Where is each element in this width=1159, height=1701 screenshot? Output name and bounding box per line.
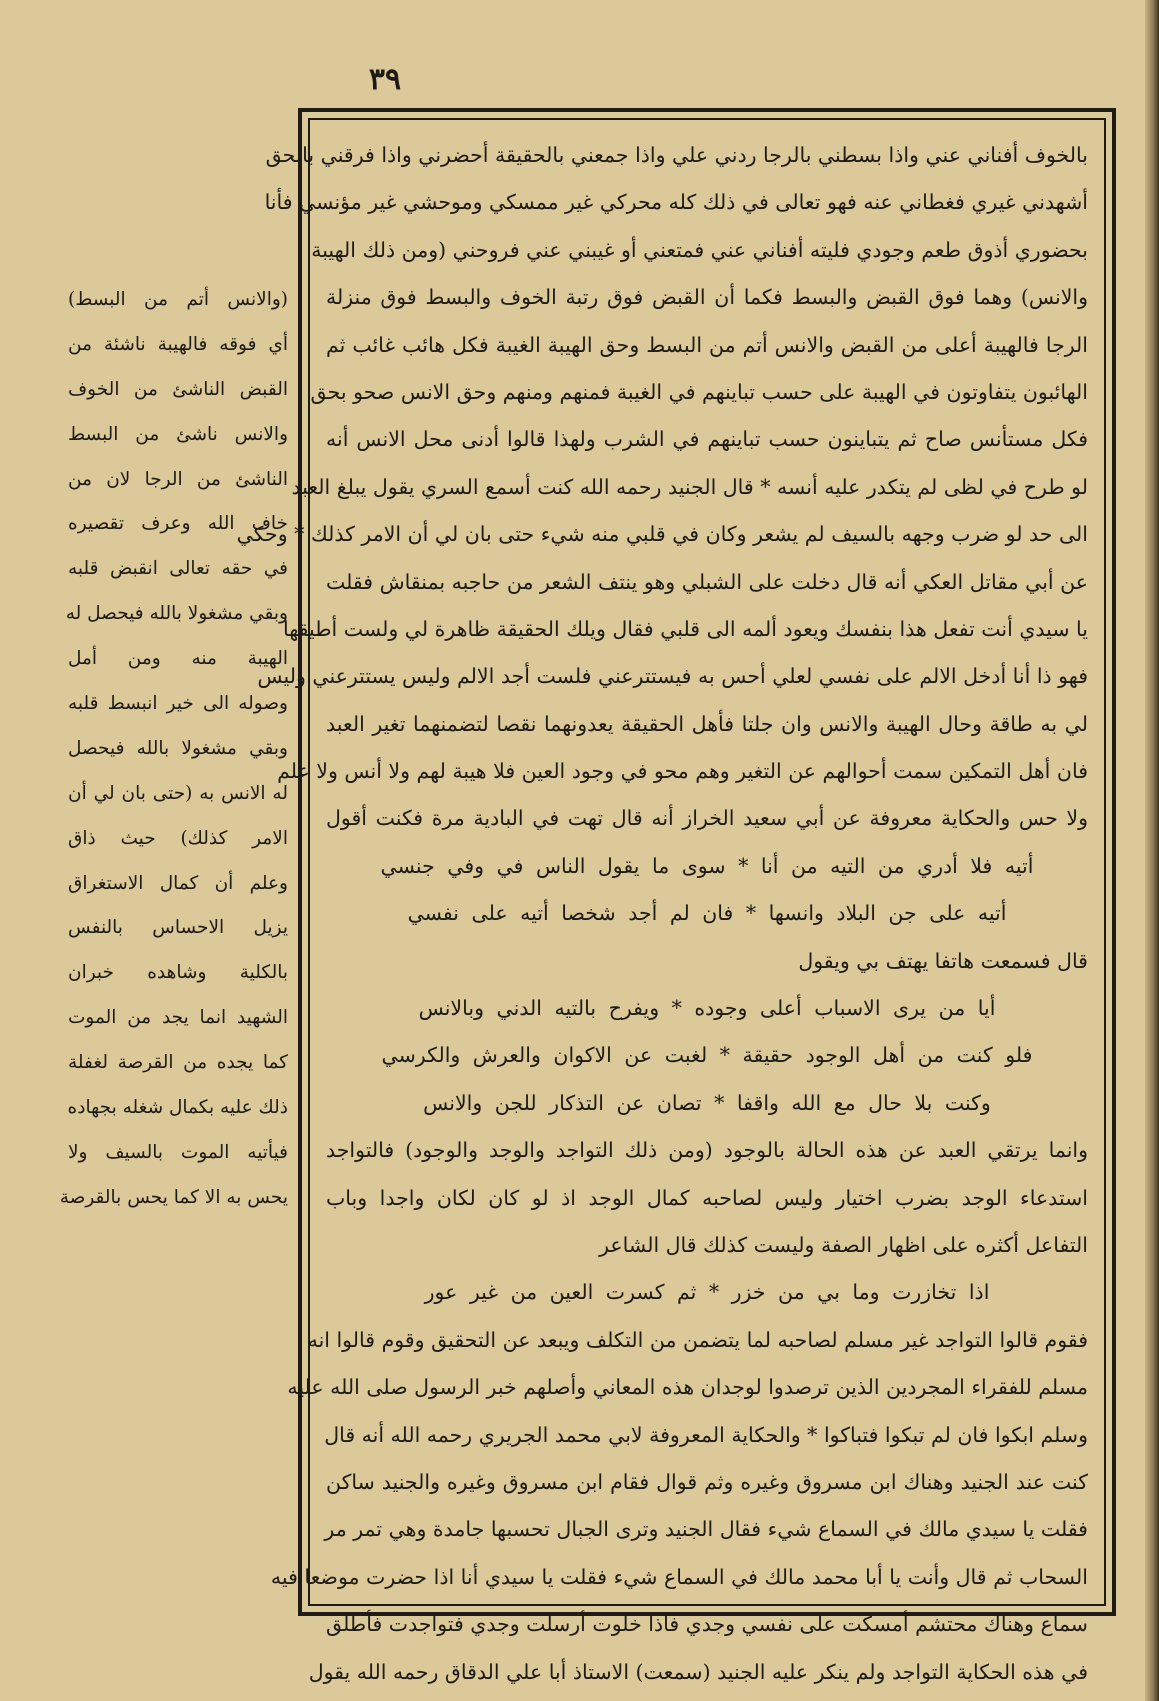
- text-line: وسلم ابكوا فان لم تبكوا فتباكوا * والحكاية المعروفة لابي محمد الجريري رحمه الله أنه قال: [324, 1422, 1088, 1447]
- text-line: الرجا فالهيبة أعلى من القبض والانس أتم من البسط وحق الهيبة الغيبة فكل هائب غائب ثم: [326, 332, 1088, 357]
- text-line: السحاب ثم قال وأنت يا أبا محمد مالك في السماع شيء فقلت يا سيدي أنا اذا حضرت موضعا فيه: [270, 1564, 1088, 1589]
- text-line: يا سيدي أنت تفعل هذا بنفسك ويعود ألمه الى قلبي فقال ويلك الحقيقة ظاهرة لي ولست أطيقها: [282, 616, 1088, 641]
- margin-line: الشهيد انما يجد من الموت: [68, 1007, 288, 1029]
- margin-line: الناشئ من الرجا لان من: [68, 468, 288, 490]
- margin-line: بالكلية وشاهده خبران: [68, 962, 288, 984]
- text-line: أشهدني غيري فغطاني عنه فهو تعالى في ذلك كله محركي غير ممسكي وموحشي غير مؤنسي فأنا: [264, 190, 1088, 215]
- text-line: ولا حس والحكاية معروفة عن أبي سعيد الخراز أنه قال تهت في البادية مرة فكنت أقول: [326, 806, 1088, 831]
- margin-line: له الانس به (حتى بان لي أن: [68, 782, 288, 804]
- text-line: عن أبي مقاتل العكي أنه قال دخلت على الشبلي وهو ينتف الشعر من حاجبه بمنقاش فقلت: [326, 569, 1088, 594]
- margin-line: خاف الله وعرف تقصيره: [68, 513, 288, 535]
- margin-line: الامر كذلك) حيث ذاق: [68, 827, 288, 849]
- margin-line: كما يجده من القرصة لغفلة: [68, 1052, 288, 1074]
- text-line: فقوم قالوا التواجد غير مسلم لصاحبه لما يتضمن من التكلف ويبعد عن التحقيق وقوم قالوا انه: [307, 1327, 1088, 1352]
- text-line: الى حد لو ضرب وجهه بالسيف لم يشعر وكان في قلبي منه شيء حتى بان لي أن الامر كذلك * وحكي: [236, 522, 1088, 547]
- margin-line: أي فوقه فالهيبة ناشئة من: [68, 333, 288, 355]
- text-line: بحضوري أذوق طعم وجودي فليته أفناني عني فمتعني أو غيبني عني فروحني (ومن ذلك الهيبة: [311, 237, 1088, 262]
- margin-line: (والانس أتم من البسط): [68, 289, 288, 310]
- margin-line: القبض الناشئ من الخوف: [68, 378, 288, 400]
- margin-line: وصوله الى خير انبسط قلبه: [68, 693, 288, 715]
- book-spine-shadow: [1145, 0, 1159, 1701]
- text-line: فهو ذا أنا أدخل الالم على نفسي لعلي أحس به فيستترعني فلست أجد الالم وليس يستترعني وليس: [257, 664, 1088, 689]
- text-line: في هذه الحكاية التواجد ولم ينكر عليه الجنيد (سمعت) الاستاذ أبا علي الدقاق رحمه الله يقول: [308, 1659, 1088, 1684]
- text-line: بالخوف أفناني عني واذا بسطني بالرجا ردني علي واذا جمعني بالحقيقة أحضرني واذا فرقني بالحق: [265, 143, 1088, 167]
- verse-line: وكنت بلا حال مع الله واقفا * تصان عن التذكار للجن والانس: [423, 1090, 991, 1115]
- margin-line: ذلك عليه بكمال شغله بجهاده: [67, 1097, 288, 1119]
- text-line: مسلم للفقراء المجردين الذين ترصدوا لوجدان هذه المعاني وأصلهم خبر الرسول صلى الله عليه: [287, 1375, 1088, 1400]
- margin-line: وبقي مشغولا بالله فيحصل له: [65, 603, 288, 625]
- main-text-frame: [236, 108, 1116, 1684]
- margin-line: يزيل الاحساس بالنفس: [68, 917, 288, 939]
- margin-line: يحس به الا كما يحس بالقرصة: [59, 1186, 288, 1208]
- text-line: التفاعل أكثره على اظهار الصفة وليست كذلك قال الشاعر: [599, 1232, 1088, 1257]
- text-line: لو طرح في لظى لم يتكدر عليه أنسه * قال الجنيد رحمه الله كنت أسمع السري يقول يبلغ العبد: [291, 474, 1088, 499]
- text-line: فكل مستأنس صاح ثم يتباينون حسب تباينهم في الشرب ولهذا قالوا أدنى محل الانس أنه: [326, 427, 1088, 452]
- text-line: لي به طاقة وحال الهيبة والانس وان جلتا فأهل الحقيقة يعدونهما نقصا لتضمنهما تغير العبد: [326, 711, 1088, 736]
- text-line: كنت عند الجنيد وهناك ابن مسروق وغيره وثم قوال فقام ابن مسروق وغيره والجنيد ساكن: [326, 1469, 1088, 1494]
- verse-line: فلو كنت من أهل الوجود حقيقة * لغبت عن الاكوان والعرش والكرسي: [381, 1043, 1033, 1068]
- main-text-block: [236, 118, 1106, 1684]
- margin-line: وبقي مشغولا بالله فيحصل: [68, 737, 288, 759]
- margin-line: فيأتيه الموت بالسيف ولا: [68, 1141, 288, 1163]
- margin-line: والانس ناشئ من البسط: [68, 423, 288, 445]
- verse-line: أتيه فلا أدري من التيه من أنا * سوى ما يقول الناس في وفي جنسي: [380, 853, 1034, 878]
- text-line: والانس) وهما فوق القبض والبسط فكما أن القبض فوق رتبة الخوف والبسط فوق منزلة: [326, 285, 1088, 310]
- text-line: استدعاء الوجد بضرب اختيار وليس لصاحبه كمال الوجد اذ لو كان لكان واجدا وباب: [326, 1185, 1088, 1210]
- verse-line: أيا من يرى الاسباب أعلى وجوده * ويفرح بالتيه الدني وبالانس: [418, 996, 996, 1021]
- text-line: فقلت يا سيدي مالك في السماع شيء فقال الجنيد وترى الجبال تحسبها جامدة وهي تمر مر: [324, 1517, 1088, 1542]
- margin-line: الهيبة منه ومن أمل: [68, 648, 288, 670]
- text-line: وانما يرتقي العبد عن هذه الحالة بالوجود (ومن ذلك التواجد والوجد والوجود) فالتواجد: [326, 1138, 1088, 1163]
- margin-commentary: [59, 278, 288, 1218]
- page-number: ٣٩: [368, 62, 402, 97]
- text-line: سماع وهناك محتشم أمسكت على نفسي وجدي فاذا خلوت أرسلت وجدي فتواجدت فأطلق: [326, 1612, 1088, 1637]
- verse-line: أتيه على جن البلاد وانسها * فان لم أجد شخصا أتيه على نفسي: [407, 901, 1007, 926]
- text-line: الهائبون يتفاوتون في الهيبة على حسب تباينهم في الغيبة فمنهم ومنهم وحق الانس صحو بحق: [310, 379, 1088, 404]
- verse-line: اذا تخازرت وما بي من خزر * ثم كسرت العين من غير عور: [424, 1280, 990, 1305]
- margin-line: في حقه تعالى انقبض قلبه: [68, 558, 288, 580]
- margin-line: وعلم أن كمال الاستغراق: [68, 872, 288, 894]
- text-line: قال فسمعت هاتفا يهتف بي ويقول: [798, 948, 1088, 973]
- text-line: فان أهل التمكين سمت أحوالهم عن التغير وهم محو في وجود العين فلا هيبة لهم ولا أنس ولا علم: [277, 759, 1088, 784]
